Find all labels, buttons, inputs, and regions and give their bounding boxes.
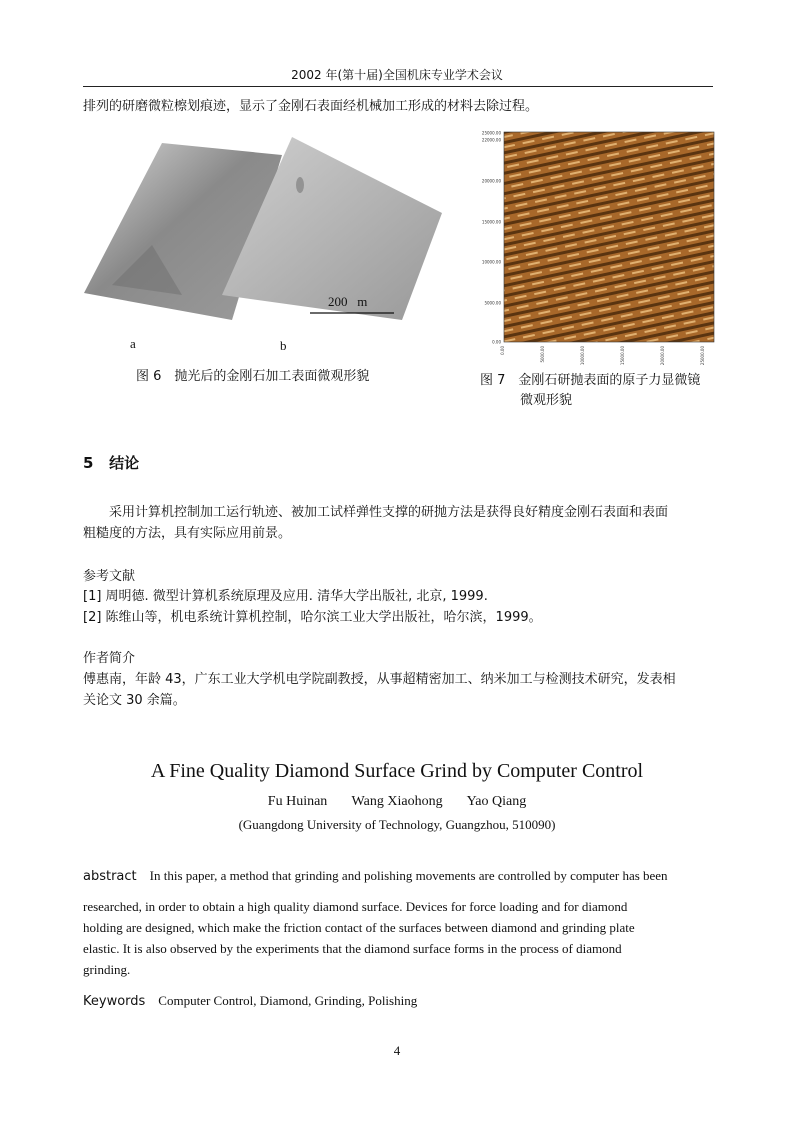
figure7-afm (474, 126, 724, 366)
author-line2: 关论文 30 余篇。 (83, 693, 186, 708)
figure6-micrographs (82, 125, 452, 325)
figure7-caption-line2: 微观形貌 (520, 393, 573, 408)
abstract-line4: elastic. It is also observed by the experiments that the diamond surface forms in the process of diamond (83, 941, 622, 956)
y-tick-label: 0.00 (492, 339, 501, 345)
x-ticks (500, 346, 705, 366)
references-heading: 参考文献 (83, 569, 136, 584)
figure7-caption-line1: 图 7 金刚石研抛表面的原子力显微镜 (480, 373, 701, 388)
author-name: Wang Xiaohong (351, 794, 443, 809)
scale-label: 200 m (328, 294, 368, 309)
y-tick-label: 15000.00 (481, 219, 501, 225)
y-tick-label: 22000.00 (481, 137, 501, 143)
section-heading: 5 结论 (83, 454, 140, 472)
x-tick-label: 25000.00 (700, 346, 705, 366)
x-tick-label: 5000.00 (540, 346, 545, 363)
abstract-line5: grinding. (83, 962, 131, 977)
conclusion-line1: 采用计算机控制加工运行轨迹、被加工试样弹性支撑的研抛方法是获得良好精度金刚石表面和表面 (109, 505, 669, 520)
author-line1: 傅惠南，年龄 43，广东工业大学机电学院副教授，从事超精密加工、纳米加工与检测技术研究，发表相 (83, 672, 676, 687)
header-rule (83, 86, 713, 87)
figure6-caption: 图 6 抛光后的金刚石加工表面微观形貌 (136, 369, 370, 384)
abstract-line1: abstract In this paper, a method that grinding and polishing movements are controlled by computer has been (83, 868, 668, 884)
afm-image (504, 132, 714, 342)
x-tick-label: 0.00 (500, 346, 505, 355)
x-tick-label: 15000.00 (620, 346, 625, 366)
x-tick-label: 20000.00 (660, 346, 665, 366)
reference-item: [2] 陈维山等，机电系统计算机控制，哈尔滨工业大学出版社，哈尔滨，1999。 (83, 610, 542, 625)
running-header: 2002 年(第十届)全国机床专业学术会议 (291, 68, 503, 82)
affiliation: (Guangdong University of Technology, Guangzhou, 510090) (238, 817, 556, 832)
y-tick-label: 5000.00 (484, 300, 501, 306)
page-number: 4 (393, 1043, 401, 1058)
english-authors (0, 794, 794, 810)
y-tick-label: 20000.00 (481, 178, 501, 184)
label-a: a (130, 336, 136, 351)
y-tick-label: 25000.00 (481, 130, 501, 136)
author-heading: 作者简介 (83, 651, 136, 666)
label-b: b (280, 338, 287, 353)
author-name: Yao Qiang (466, 794, 527, 809)
abstract-label: abstract (83, 869, 137, 884)
abstract-line2: researched, in order to obtain a high quality diamond surface. Devices for force loading and for diamond (83, 899, 628, 914)
reference-item: [1] 周明德. 微型计算机系统原理及应用. 清华大学出版社, 北京, 1999. (83, 589, 488, 604)
author-name: Fu Huinan (267, 794, 328, 809)
y-ticks (482, 131, 502, 345)
y-tick-label: 10000.00 (481, 259, 501, 265)
keywords-label: Keywords (83, 994, 146, 1009)
intro-line: 排列的研磨微粒檫划痕迹，显示了金刚石表面经机械加工形成的材料去除过程。 (83, 99, 539, 114)
x-tick-label: 10000.00 (580, 346, 585, 366)
conclusion-line2: 粗糙度的方法，具有实际应用前景。 (83, 526, 292, 541)
keywords-line: Keywords Computer Control, Diamond, Grinding, Polishing (83, 993, 418, 1009)
abstract-line3: holding are designed, which make the friction contact of the surfaces between diamond and grinding plate (83, 920, 635, 935)
english-title: A Fine Quality Diamond Surface Grind by Computer Control (150, 760, 644, 782)
